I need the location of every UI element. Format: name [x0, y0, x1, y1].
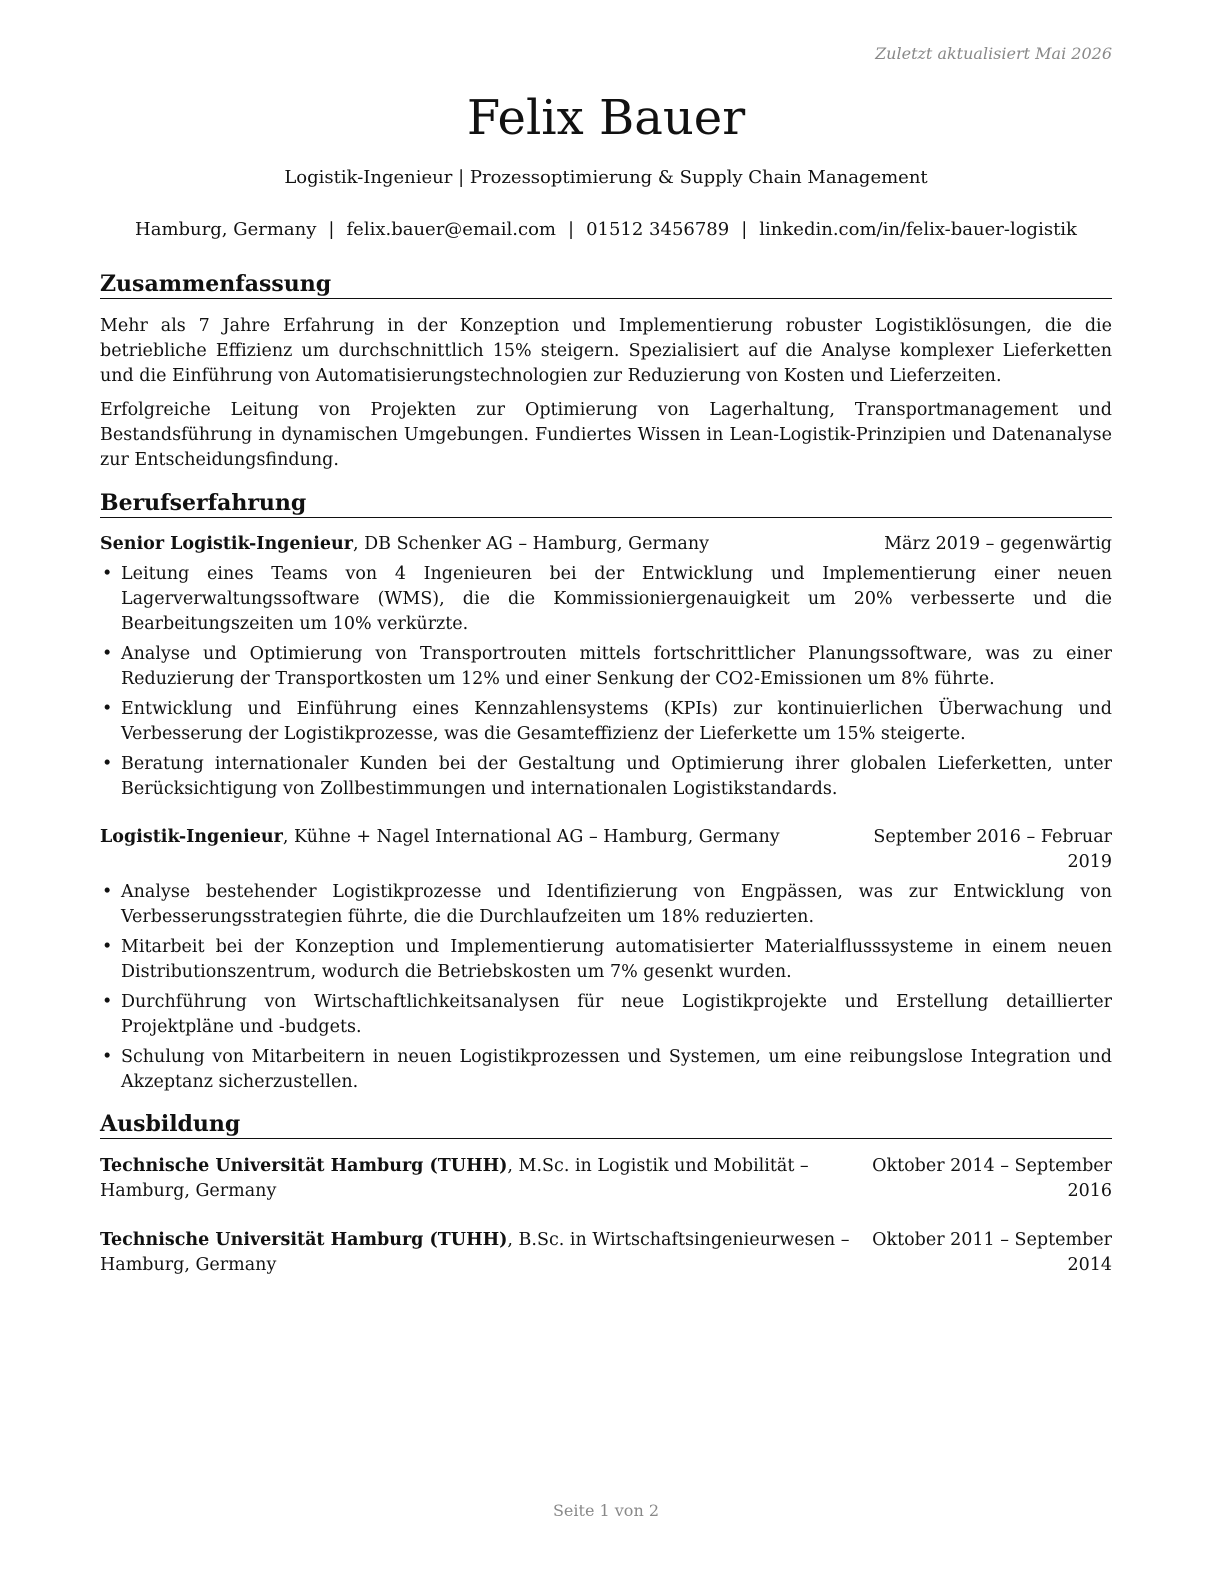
- list-item: • Durchführung von Wirtschaftlichkeitsanalysen für neue Logistikprojekte und Erstellung detaillierter Projektpläne und -budgets.: [100, 990, 1112, 1040]
- list-item: • Leitung eines Teams von 4 Ingenieuren bei der Entwicklung und Implementierung einer neuen Lagerverwaltungssoftware (WMS), die die Kommissioniergenauigkeit um 20% verbesserte und die Bearbeitungszeiten um 10% verkürzte.: [100, 562, 1112, 637]
- job-dates: März 2019 – gegenwärtig: [884, 534, 1112, 554]
- education-school: Technische Universität Hamburg (TUHH): [100, 1156, 508, 1176]
- resume-page: [100, 0, 1112, 1584]
- contact-separator: |: [567, 219, 575, 240]
- contact-linkedin-link[interactable]: linkedin.com/in/felix-bauer-logistik: [759, 219, 1077, 240]
- job-company: , DB Schenker AG – Hamburg, Germany: [352, 534, 709, 554]
- job-role: Senior Logistik-Ingenieur: [100, 534, 353, 554]
- job-header: [100, 825, 1112, 875]
- education-detail: , M.Sc. in Logistik und Mobilität – Hamburg, Germany: [100, 1156, 809, 1201]
- list-item: • Schulung von Mitarbeitern in neuen Logistikprozessen und Systemen, um eine reibungslose Integration und Akzeptanz sicherzustellen.: [100, 1045, 1112, 1095]
- job-bullet-list: [100, 562, 1112, 807]
- list-item: • Beratung internationaler Kunden bei der Gestaltung und Optimierung ihrer globalen Lieferketten, unter Berücksichtigung von Zollbestimmungen und internationalen Logistikstandards.: [100, 752, 1112, 802]
- section-heading-experience: Berufserfahrung: [100, 489, 1112, 518]
- education-dates: Oktober 2014 – September 2016: [872, 1156, 1112, 1201]
- job-company: , Kühne + Nagel International AG – Hamburg, Germany: [282, 827, 780, 847]
- summary-paragraph: Erfolgreiche Leitung von Projekten zur Optimierung von Lagerhaltung, Transportmanagement und Bestandsführung in dynamischen Umgebungen. Fundiertes Wissen in Lean-Logistik-Prinzipien und Datenanalyse zur Entscheidungsfindung.: [100, 400, 1112, 470]
- education-entry: [100, 1154, 1112, 1204]
- contact-separator: |: [328, 219, 335, 240]
- last-updated-note: Zuletzt aktualisiert Mai 2026: [875, 44, 1112, 63]
- job-title-line: [100, 532, 709, 557]
- list-item: • Analyse bestehender Logistikprozesse und Identifizierung von Engpässen, was zur Entwicklung von Verbesserungsstrategien führte, die die Durchlaufzeiten um 18% reduzierten.: [100, 880, 1112, 930]
- job-header: [100, 532, 1112, 557]
- education-detail: , B.Sc. in Wirtschaftsingenieurwesen – Hamburg, Germany: [100, 1230, 850, 1275]
- list-item: • Analyse und Optimierung von Transportrouten mittels fortschrittlicher Planungssoftware, was zu einer Reduzierung der Transportkosten um 12% und einer Senkung der CO2-Emissionen um 8% führte.: [100, 642, 1112, 692]
- contact-separator: |: [741, 219, 748, 240]
- job-title-line: [100, 825, 780, 875]
- section-heading-education: Ausbildung: [100, 1110, 1112, 1139]
- page-number: Seite 1 von 2: [552, 1501, 660, 1520]
- contact-line: [100, 219, 1112, 240]
- job-bullet-list: [100, 880, 1112, 1100]
- contact-location: Hamburg, Germany: [135, 219, 317, 240]
- job-dates: September 2016 – Februar 2019: [873, 827, 1112, 872]
- candidate-headline: Logistik-Ingenieur | Prozessoptimierung & Supply Chain Management: [284, 167, 928, 188]
- contact-phone: 01512 3456789: [586, 219, 730, 240]
- section-heading-summary: Zusammenfassung: [100, 270, 1112, 299]
- candidate-name: Felix Bauer: [466, 90, 746, 146]
- list-item: • Entwicklung und Einführung eines Kennzahlensystems (KPIs) zur kontinuierlichen Überwachung und Verbesserung der Logistikprozesse, was die Gesamteffizienz der Lieferkette um 15% steigerte.: [100, 697, 1112, 747]
- education-school: Technische Universität Hamburg (TUHH): [100, 1230, 508, 1250]
- education-dates: Oktober 2011 – September 2014: [872, 1230, 1112, 1275]
- summary-paragraph: Mehr als 7 Jahre Erfahrung in der Konzeption und Implementierung robuster Logistiklösungen, die die betriebliche Effizienz um durchschnittlich 15% steigern. Spezialisiert auf die Analyse komplexer Lieferketten und die Einführung von Automatisierungstechnologien zur Reduzierung von Kosten und Lieferzeiten.: [100, 316, 1112, 386]
- education-entry: [100, 1228, 1112, 1278]
- job-role: Logistik-Ingenieur: [100, 827, 283, 847]
- contact-email-link[interactable]: felix.bauer@email.com: [346, 219, 556, 240]
- list-item: • Mitarbeit bei der Konzeption und Implementierung automatisierter Materialflusssysteme in einem neuen Distributionszentrum, wodurch die Betriebskosten um 7% gesenkt wurden.: [100, 935, 1112, 985]
